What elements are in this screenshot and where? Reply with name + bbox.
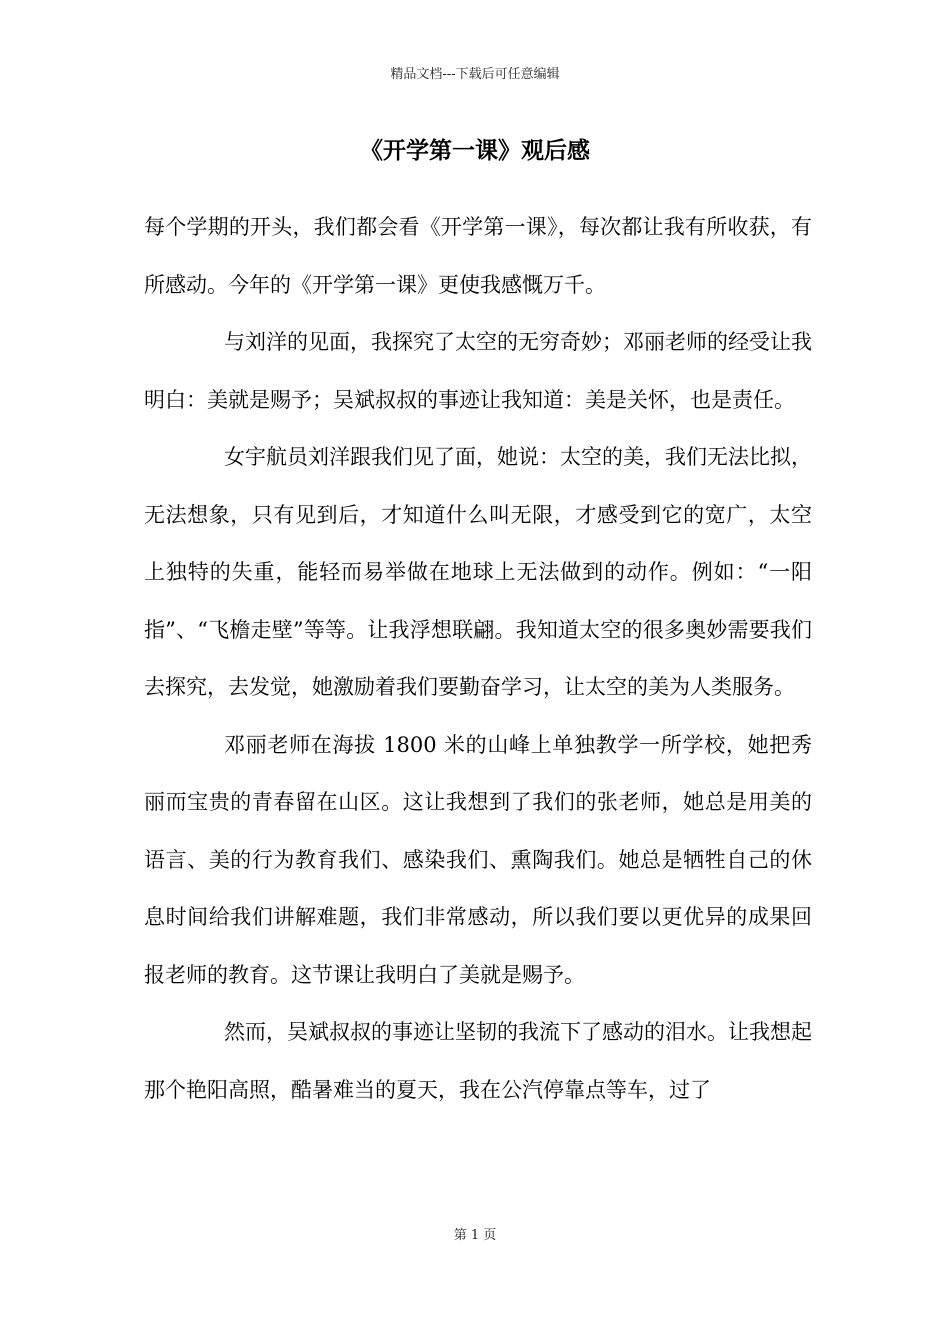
- paragraph: 与刘洋的见面，我探究了太空的无穷奇妙；邓丽老师的经受让我明白：美就是赐予；吴斌叔叔的事迹让我知道：美是关怀，也是责任。: [144, 330, 812, 412]
- document-title: 《开学第一课》观后感: [360, 137, 590, 164]
- paragraph: 然而，吴斌叔叔的事迹让坚韧的我流下了感动的泪水。让我想起那个艳阳高照，酷暑难当的夏天，我在公汽停靠点等车，过了: [144, 1020, 812, 1102]
- paragraph: 女宇航员刘洋跟我们见了面，她说：太空的美，我们无法比拟，无法想象，只有见到后，才知道什么叫无限，才感受到它的宽广，太空上独特的失重，能轻而易举做在地球上无法做到的动作。例如：“一阳指”、“飞檐走壁”等等。让我浮想联翩。我知道太空的很多奥妙需要我们去探究，去发觉，她激励着我们要勤奋学习，让太空的美为人类服务。: [144, 445, 812, 699]
- page-footer: 第 1 页: [453, 1228, 497, 1243]
- paragraph: 每个学期的开头，我们都会看《开学第一课》，每次都让我有所收获，有所感动。今年的《开学第一课》更使我感慨万千。: [144, 215, 812, 297]
- document-body: [144, 199, 812, 1119]
- paragraph: 邓丽老师在海拔 1800 米的山峰上单独教学一所学校，她把秀丽而宝贵的青春留在山区。这让我想到了我们的张老师，她总是用美的语言、美的行为教育我们、感染我们、熏陶我们。她总是牺牲自己的休息时间给我们讲解难题，我们非常感动，所以我们要以更优异的成果回报老师的教育。这节课让我明白了美就是赐予。: [144, 732, 812, 987]
- page-header: 精品文档---下载后可任意编辑: [390, 67, 560, 82]
